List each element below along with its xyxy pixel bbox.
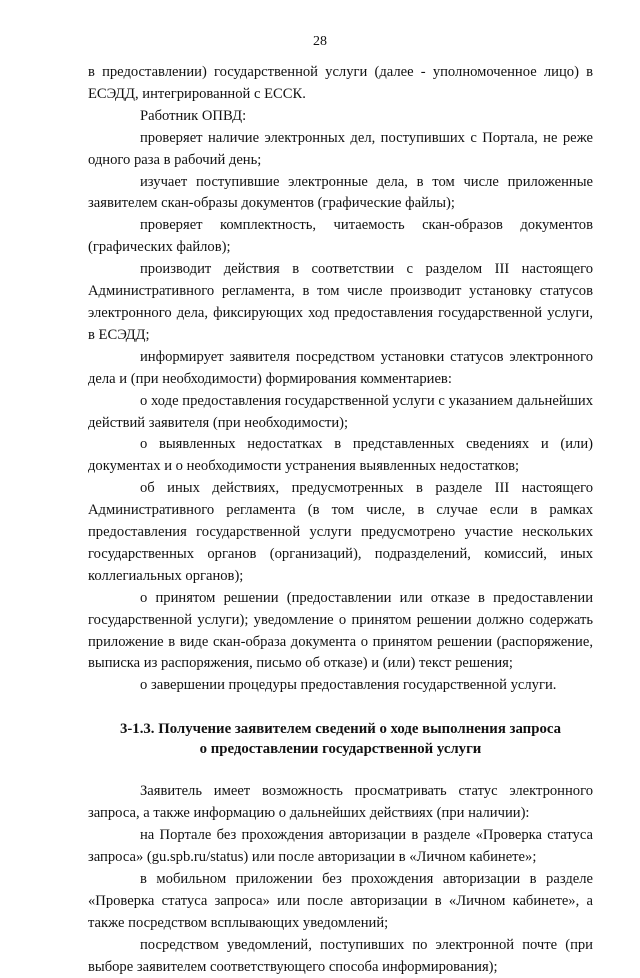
paragraph: в предоставлении) государственной услуги (далее - уполномоченное лицо) в ЕСЭДД, интегрированной с ЕССК. <box>88 64 593 102</box>
paragraph: на Портале без прохождения авторизации в разделе «Проверка статуса запроса» (gu.spb.ru/status) или после авторизации в «Личном кабинете»; <box>88 827 593 865</box>
page-number: 28 <box>313 34 327 49</box>
paragraph: проверяет комплектность, читаемость скан-образов документов (графических файлов); <box>88 217 593 256</box>
paragraph: о ходе предоставления государственной услуги с указанием дальнейших действий заявителя (при необходимости); <box>88 392 593 431</box>
paragraph: об иных действиях, предусмотренных в разделе III настоящего Административного регламента (в том числе, в случае если в рамках предоставления государственной услуги предусмотрено участие нескольких государственных органов (организаций), подразделений, комиссий, иных коллегиальных органов); <box>88 480 593 584</box>
paragraph: проверяет наличие электронных дел, поступивших с Портала, не реже одного раза в рабочий день; <box>88 129 593 168</box>
paragraph: информирует заявителя посредством установки статусов электронного дела и (при необходимости) формирования комментариев: <box>88 348 593 387</box>
paragraph: посредством уведомлений, поступивших по электронной почте (при выборе заявителем соответствующего способа информирования); <box>88 936 593 975</box>
paragraph: изучает поступившие электронные дела, в том числе приложенные заявителем скан-образы документов (графические файлы); <box>88 173 593 212</box>
document-body <box>88 62 593 978</box>
paragraph: о завершении процедуры предоставления государственной услуги. <box>140 677 557 694</box>
paragraph: о принятом решении (предоставлении или отказе в предоставлении государственной услуги); уведомление о принятом решении должно содержать приложение в виде скан-образа документа о принятом решении (распоряжение, выписка из распоряжения, письмо об отказе) и (или) текст решения; <box>88 589 593 672</box>
section-heading-line: о предоставлении государственной услуги <box>199 741 482 758</box>
section-heading <box>88 719 593 759</box>
paragraph: Работник ОПВД: <box>140 107 247 124</box>
paragraph: производит действия в соответствии с разделом III настоящего Административного регламента, в том числе производит установку статусов электронного дела, фиксирующих ход предоставления государственной услуги, в ЕСЭДД; <box>88 261 593 343</box>
section-heading-line: 3-1.3. Получение заявителем сведений о ходе выполнения запроса <box>119 721 561 738</box>
paragraph: Заявитель имеет возможность просматривать статус электронного запроса, а также информацию о дальнейших действиях (при наличии): <box>88 783 593 822</box>
paragraph: в мобильном приложении без прохождения авторизации в разделе «Проверка статуса запроса» или после авторизации в «Личном кабинете», а также посредством всплывающих уведомлений; <box>88 870 593 931</box>
paragraph: о выявленных недостатках в представленных сведениях и (или) документах и о необходимости устранения выявленных недостатков; <box>88 436 593 475</box>
